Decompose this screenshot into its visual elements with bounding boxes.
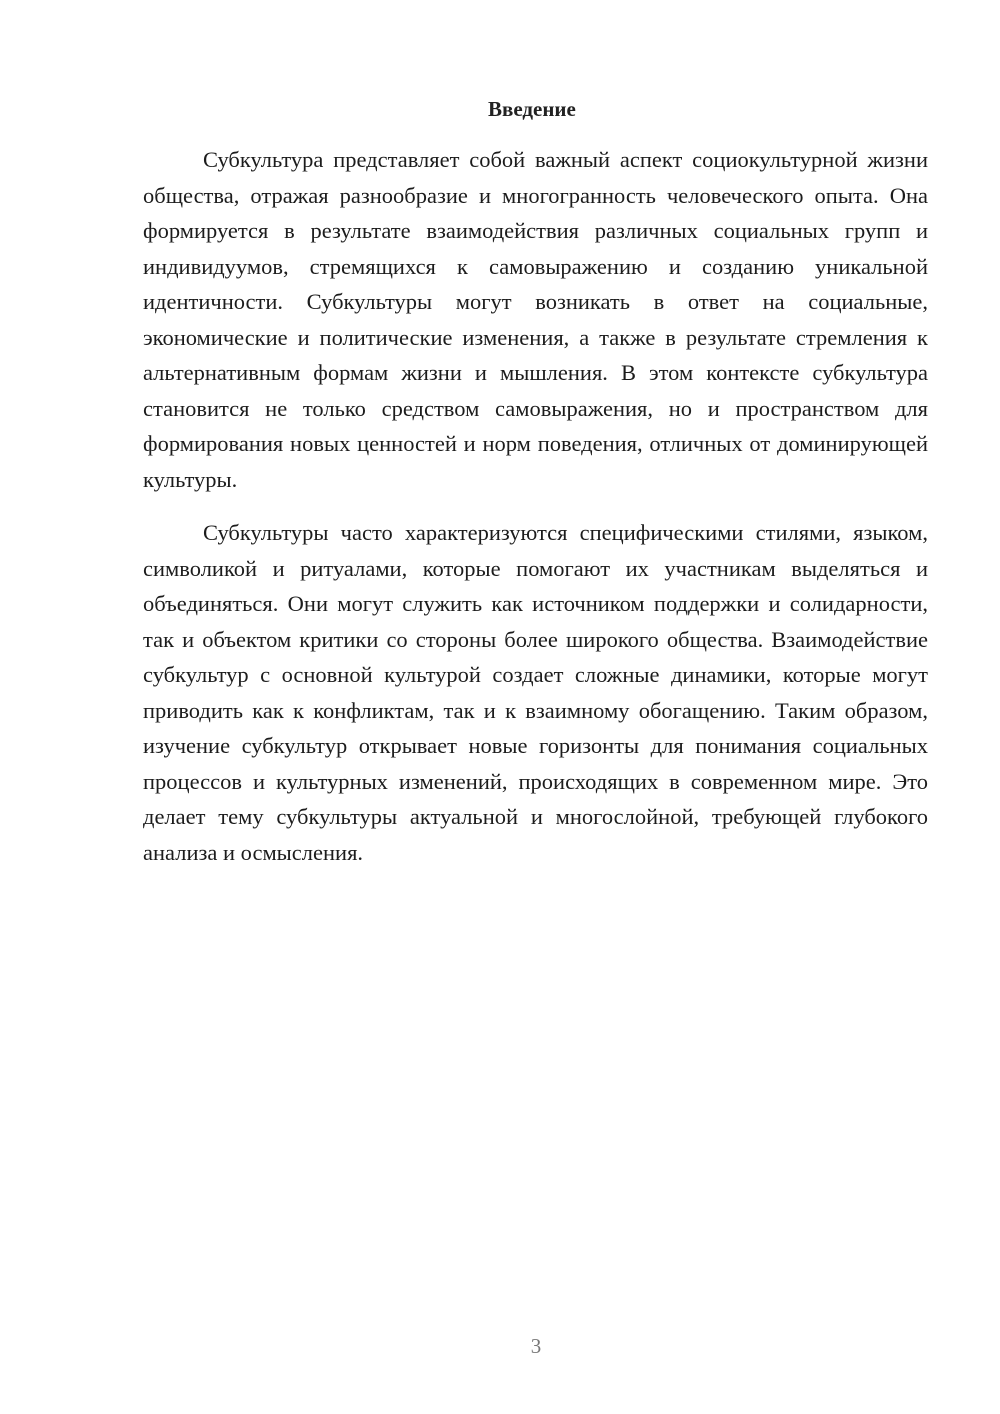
paragraph-block-2 xyxy=(143,515,928,870)
paragraph-2: Субкультуры часто характеризуются специфическими стилями, языком, символикой и ритуалами, которые помогают их участникам выделяться и объединяться. Они могут служить как источником поддержки и солидарности, так и объектом критики со стороны более широкого общества. Взаимодействие субкультур с основной культурой создает сложные динамики, которые могут приводить как к конфликтам, так и к взаимному обогащению. Таким образом, изучение субкультур открывает новые горизонты для понимания социальных процессов и культурных изменений, происходящих в современном мире. Это делает тему субкультуры актуальной и многослойной, требующей глубокого анализа и осмысления. xyxy=(143,520,928,865)
section-heading-text: Введение xyxy=(488,97,576,121)
paragraph-block-1 xyxy=(143,142,928,497)
section-heading xyxy=(72,97,1000,122)
page-number: 3 xyxy=(530,1334,542,1358)
paragraph-1: Субкультура представляет собой важный аспект социокультурной жизни общества, отражая разнообразие и многогранность человеческого опыта. Она формируется в результате взаимодействия различных социальных групп и индивидуумов, стремящихся к самовыражению и созданию уникальной идентичности. Субкультуры могут возникать в ответ на социальные, экономические и политические изменения, а также в результате стремления к альтернативным формам жизни и мышления. В этом контексте субкультура становится не только средством самовыражения, но и пространством для формирования новых ценностей и норм поведения, отличных от доминирующей культуры. xyxy=(143,147,928,492)
